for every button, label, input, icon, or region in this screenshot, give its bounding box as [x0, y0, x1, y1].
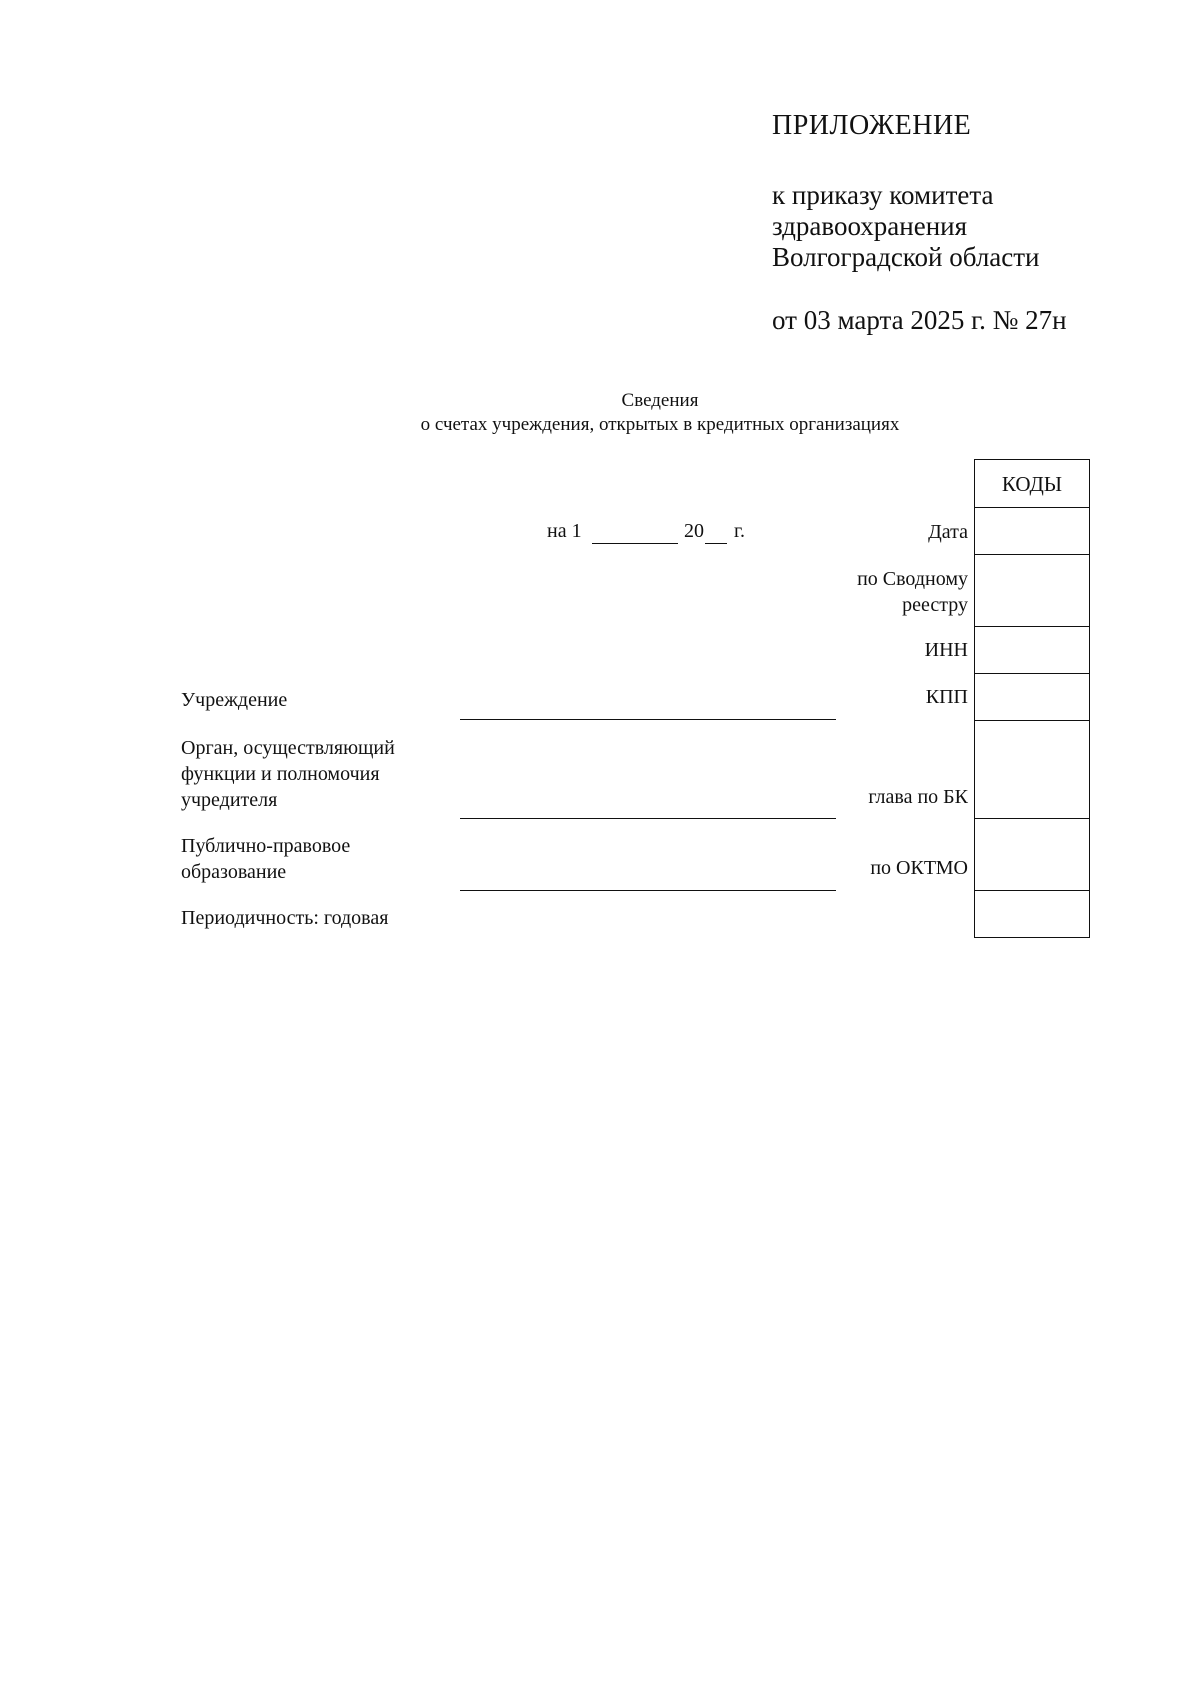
code-label-registry-2: реестру [902, 594, 968, 616]
code-label-date: Дата [928, 521, 968, 543]
code-label-inn: ИНН [924, 639, 968, 661]
code-cell-oktmo[interactable] [975, 819, 1089, 891]
institution-field[interactable] [460, 719, 836, 720]
public-entity-label-line-2: образование [181, 861, 287, 883]
order-date-number: от 03 марта 2025 г. № 27н [772, 305, 1067, 335]
code-cell-inn[interactable] [975, 627, 1089, 674]
date-month-blank[interactable] [592, 543, 678, 544]
order-ref-line-3: Волгоградской области [772, 242, 1040, 272]
founder-label-line-1: Орган, осуществляющий [181, 737, 395, 759]
code-label-glava-bk: глава по БК [868, 786, 968, 808]
code-label-oktmo: по ОКТМО [870, 857, 968, 879]
founder-label-line-2: функции и полномочия [181, 763, 380, 785]
code-cell-periodicity[interactable] [975, 891, 1089, 938]
document-title: Сведения [621, 390, 699, 411]
order-ref-line-1: к приказу комитета [772, 180, 994, 210]
periodicity-label: Периодичность: годовая [181, 907, 389, 929]
code-cell-kpp[interactable] [975, 674, 1089, 721]
code-cell-registry[interactable] [975, 555, 1089, 627]
code-label-registry-1: по Сводному [857, 568, 968, 590]
date-suffix: г. [734, 520, 745, 542]
code-label-kpp: КПП [925, 686, 968, 708]
founder-label-line-3: учредителя [181, 789, 278, 811]
order-ref-line-2: здравоохранения [772, 211, 968, 241]
code-cell-date[interactable] [975, 508, 1089, 555]
date-year-blank[interactable] [705, 543, 727, 544]
founder-field[interactable] [460, 818, 836, 819]
date-year-prefix: 20 [684, 520, 704, 542]
codes-header: КОДЫ [975, 460, 1089, 508]
institution-label: Учреждение [181, 689, 288, 711]
public-entity-label-line-1: Публично-правовое [181, 835, 351, 857]
document-subtitle: о счетах учреждения, открытых в кредитных организациях [420, 414, 900, 435]
public-entity-field[interactable] [460, 890, 836, 891]
code-cell-glava-bk[interactable] [975, 721, 1089, 819]
appendix-title: ПРИЛОЖЕНИЕ [772, 110, 972, 141]
date-prefix: на 1 [547, 520, 582, 542]
codes-table [974, 459, 1090, 938]
